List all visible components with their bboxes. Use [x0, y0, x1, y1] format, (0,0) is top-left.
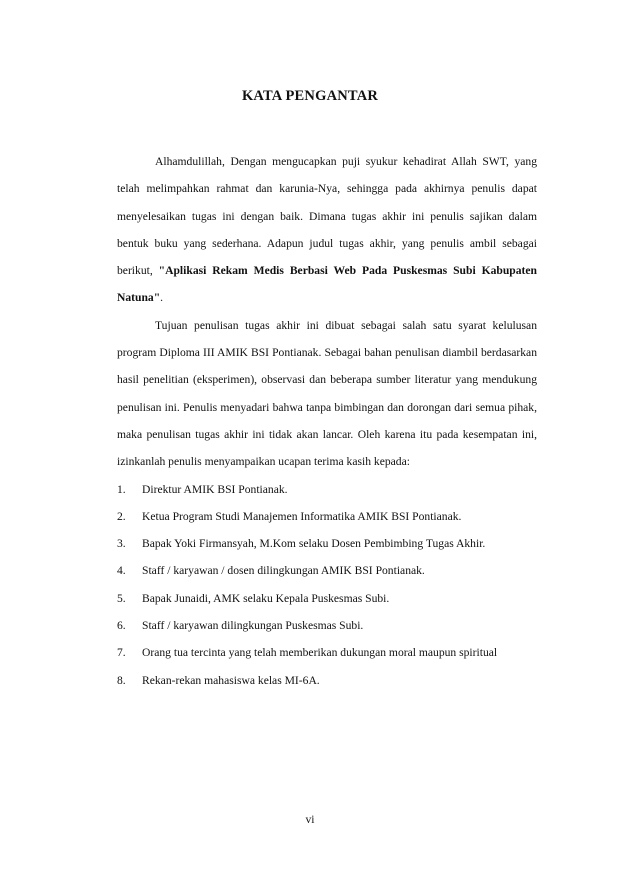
- list-item-number: 7.: [117, 646, 126, 660]
- thesis-title: "Aplikasi Rekam Medis Berbasi Web Pada Puskesmas Subi Kabupaten Natuna": [117, 264, 538, 305]
- purpose-paragraph: Tujuan penulisan tugas akhir ini dibuat sebagai salah satu syarat kelulusan program Diploma III AMIK BSI Pontianak. Sebagai bahan penulisan diambil berdasarkan hasil penelitian (eksperimen), observasi dan beberapa sumber literatur yang mendukung penulisan ini. Penulis menyadari bahwa tanpa bimbingan dan dorongan dari semua pihak, maka penulisan tugas akhir ini tidak akan lancar. Oleh karena itu pada kesempatan ini, izinkanlah penulis menyampaikan ucapan terima kasih kepada:: [117, 318, 537, 469]
- list-item-text: Ketua Program Studi Manajemen Informatika AMIK BSI Pontianak.: [142, 509, 462, 523]
- list-item-number: 8.: [117, 673, 126, 687]
- page-number: vi: [305, 813, 315, 826]
- list-item: [117, 503, 537, 530]
- list-item-text: Bapak Junaidi, AMK selaku Kepala Puskesmas Subi.: [142, 591, 390, 605]
- list-item-text: Direktur AMIK BSI Pontianak.: [142, 482, 288, 496]
- thanks-list: [117, 476, 537, 694]
- list-item-number: 5.: [117, 591, 126, 605]
- page-title: KATA PENGANTAR: [241, 88, 379, 104]
- document-body: [117, 148, 537, 694]
- list-item-text: Staff / karyawan / dosen dilingkungan AMIK BSI Pontianak.: [142, 564, 425, 578]
- list-item-number: 1.: [117, 482, 126, 496]
- list-item-number: 4.: [117, 564, 126, 578]
- list-item: [117, 530, 537, 557]
- list-item: [117, 557, 537, 584]
- opening-paragraph-end: .: [160, 291, 164, 305]
- list-item: [117, 585, 537, 612]
- list-item: [117, 667, 537, 694]
- list-item: [117, 612, 537, 639]
- list-item-number: 6.: [117, 619, 126, 633]
- opening-paragraph: [117, 148, 537, 312]
- list-item: [117, 639, 537, 666]
- list-item-text: Bapak Yoki Firmansyah, M.Kom selaku Dosen Pembimbing Tugas Akhir.: [142, 537, 486, 551]
- opening-paragraph-text: Alhamdulillah, Dengan mengucapkan puji syukur kehadirat Allah SWT, yang telah melimpahkan rahmat dan karunia-Nya, sehingga pada akhirnya penulis dapat menyelesaikan tugas ini dengan baik. Dimana tugas akhir ini penulis sajikan dalam bentuk buku yang sederhana. Adapun judul tugas akhir, yang penulis ambil sebagai berikut,: [117, 155, 537, 278]
- list-item-text: Orang tua tercinta yang telah memberikan dukungan moral maupun spiritual: [142, 646, 498, 660]
- list-item-number: 3.: [117, 537, 126, 551]
- list-item-number: 2.: [117, 509, 126, 523]
- list-item: [117, 476, 537, 503]
- list-item-text: Staff / karyawan dilingkungan Puskesmas Subi.: [142, 619, 364, 633]
- list-item-text: Rekan-rekan mahasiswa kelas MI-6A.: [142, 673, 320, 687]
